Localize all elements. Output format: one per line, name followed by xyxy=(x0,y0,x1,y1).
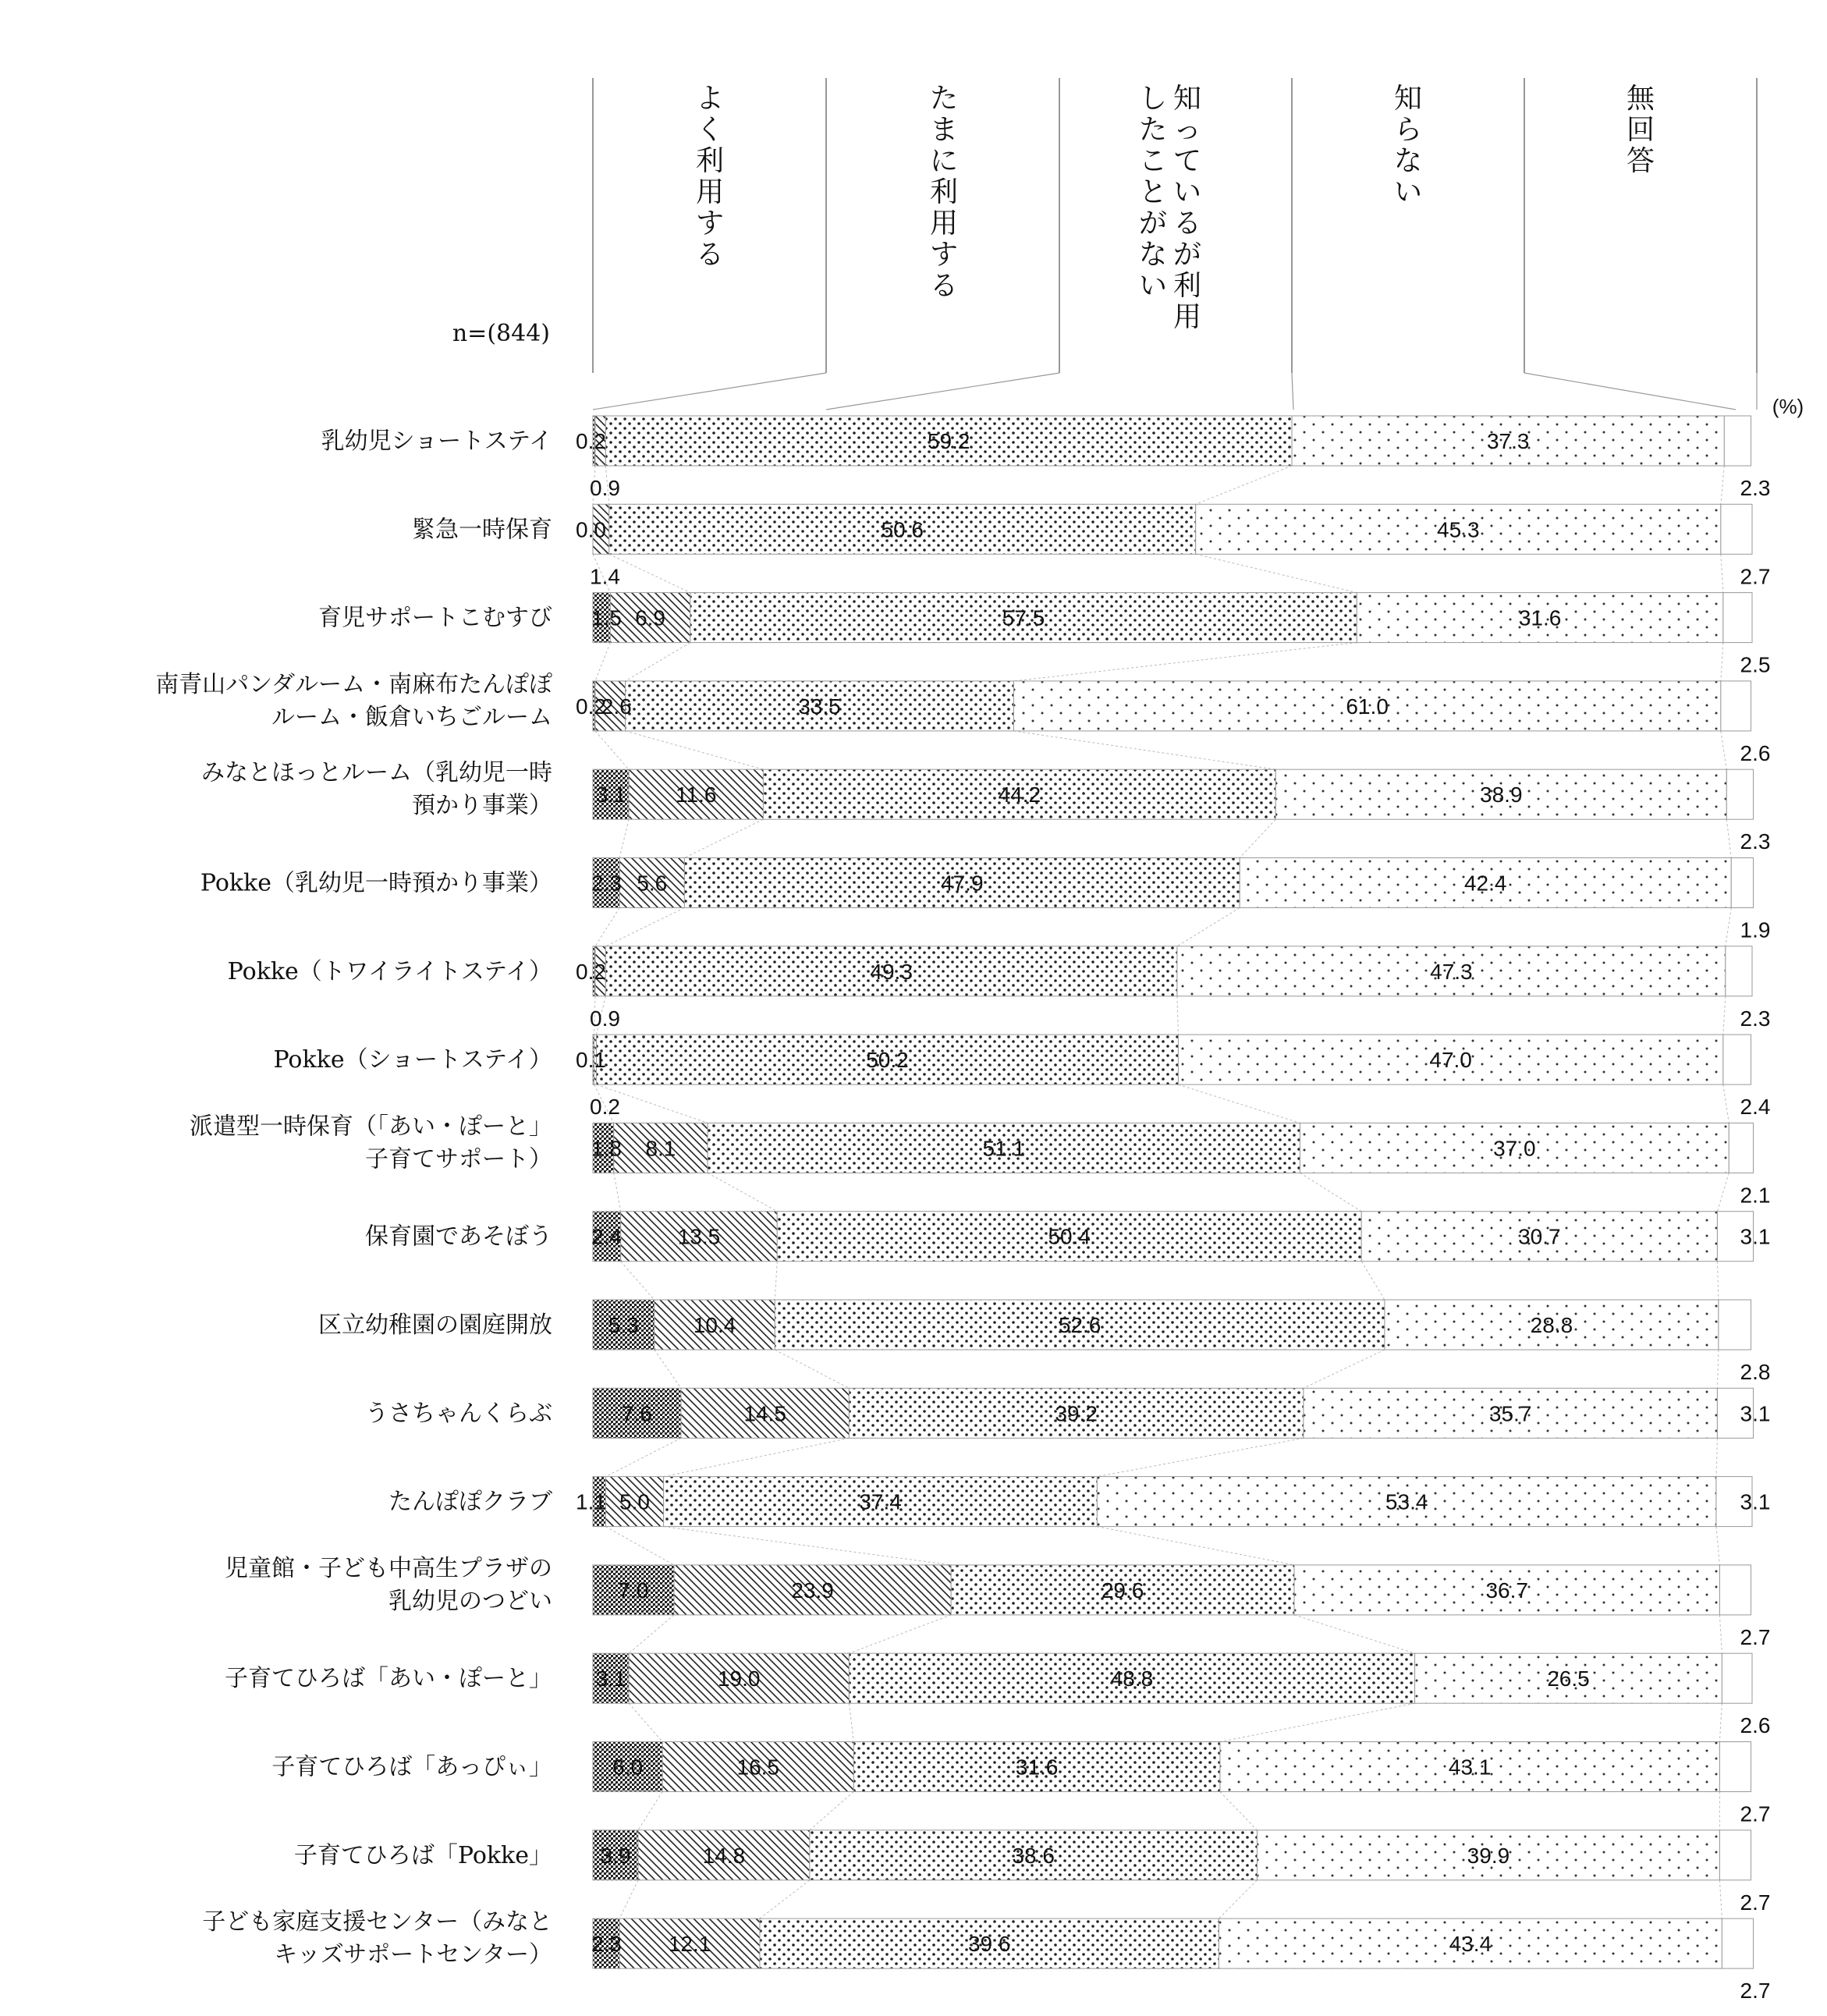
data-label: 2.3 xyxy=(1740,829,1771,854)
bar-row xyxy=(593,1477,1752,1527)
legend-label: よく利用する xyxy=(695,83,725,271)
data-label: 47.0 xyxy=(1429,1048,1472,1073)
data-label: 3.9 xyxy=(600,1843,631,1868)
connector-line xyxy=(629,1615,674,1653)
connector-line xyxy=(1178,1084,1300,1123)
connector-line xyxy=(1716,1527,1719,1565)
data-label: 6.0 xyxy=(612,1755,644,1780)
connector-line xyxy=(1726,819,1731,857)
bar-segment xyxy=(1719,1830,1751,1880)
connector-line xyxy=(1177,996,1178,1035)
data-label: 5.0 xyxy=(619,1489,650,1514)
bar-row xyxy=(593,769,1753,819)
bar-row xyxy=(593,416,1751,466)
category-label: たんぽぽクラブ xyxy=(388,1488,552,1516)
connector-line xyxy=(1220,1792,1258,1830)
data-label: 30.7 xyxy=(1518,1224,1561,1249)
data-label: 52.6 xyxy=(1058,1313,1102,1337)
connector-line xyxy=(626,731,764,769)
data-label: 39.2 xyxy=(1055,1401,1098,1426)
category-label: 南青山パンダルーム・南麻布たんぽぽルーム・飯倉いちごルーム xyxy=(155,670,552,731)
connector-line xyxy=(595,643,610,681)
connector-line xyxy=(638,1792,662,1830)
connector-line xyxy=(1717,1173,1729,1211)
bar-segment xyxy=(1731,858,1753,908)
data-label: 37.4 xyxy=(859,1489,902,1514)
data-label: 49.3 xyxy=(870,959,913,984)
sample-size-label: n=(844) xyxy=(452,320,550,347)
data-label: 1.4 xyxy=(590,564,620,589)
connector-line xyxy=(1013,731,1275,769)
data-label: 16.5 xyxy=(736,1755,780,1780)
bar-row xyxy=(593,1212,1753,1262)
bar-segment xyxy=(1723,1035,1751,1084)
legend-pointer xyxy=(593,373,826,410)
connector-line xyxy=(1719,1615,1722,1653)
connector-line xyxy=(619,819,629,857)
category-label: Pokke（トワイライトステイ） xyxy=(227,957,552,985)
connector-line xyxy=(664,1527,952,1565)
bar-row xyxy=(593,1565,1751,1615)
connector-line xyxy=(605,908,684,946)
data-label: 2.7 xyxy=(1740,1890,1771,1915)
connector-line xyxy=(609,554,690,592)
connector-line xyxy=(1721,554,1723,592)
data-label: 7.6 xyxy=(621,1401,652,1426)
data-label: 57.5 xyxy=(1002,605,1045,630)
connector-line xyxy=(1240,819,1275,857)
data-label: 42.4 xyxy=(1463,871,1507,896)
bar-segment xyxy=(1729,1123,1753,1173)
data-label: 3.1 xyxy=(595,1666,626,1691)
legend-label: 知らない xyxy=(1393,83,1423,208)
data-label: 45.3 xyxy=(1437,517,1480,542)
data-label: 2.8 xyxy=(1740,1360,1771,1384)
data-label: 1.8 xyxy=(591,1136,622,1161)
data-label: 2.7 xyxy=(1740,1979,1771,2004)
data-label: 13.5 xyxy=(677,1224,721,1249)
data-label: 37.0 xyxy=(1493,1136,1536,1161)
data-label: 2.6 xyxy=(601,694,632,719)
data-label: 23.9 xyxy=(791,1578,834,1603)
connector-line xyxy=(1196,466,1292,504)
data-label: 48.8 xyxy=(1110,1666,1154,1691)
connector-line xyxy=(605,1438,681,1476)
connector-line xyxy=(810,1792,853,1830)
connector-line xyxy=(760,1880,810,1918)
legend-label: 知っているが利用したことがない xyxy=(1138,83,1202,333)
data-label: 37.3 xyxy=(1486,429,1530,453)
connector-line xyxy=(1097,1438,1304,1476)
data-label: 1.9 xyxy=(1740,917,1771,942)
data-label: 28.8 xyxy=(1530,1313,1573,1337)
connector-line xyxy=(1721,466,1724,504)
data-label: 6.9 xyxy=(635,605,666,630)
category-label: 子育てひろば「あっぴぃ」 xyxy=(271,1753,552,1781)
legend-pointer xyxy=(826,373,1059,410)
data-label: 3.1 xyxy=(595,783,626,807)
connector-line xyxy=(1717,1350,1718,1388)
category-label: 区立幼稚園の園庭開放 xyxy=(318,1311,552,1339)
category-label: 子育てひろば「Pokke」 xyxy=(293,1841,552,1869)
data-label: 12.1 xyxy=(668,1932,711,1957)
data-label: 8.1 xyxy=(645,1136,676,1161)
connector-line xyxy=(684,819,763,857)
connector-line xyxy=(1177,908,1240,946)
data-label: 2.3 xyxy=(591,1932,622,1957)
data-label: 47.9 xyxy=(941,871,984,896)
category-label: 育児サポートこむすび xyxy=(318,604,552,632)
connector-line xyxy=(775,1350,849,1388)
data-label: 2.7 xyxy=(1740,1801,1771,1826)
data-label: 2.3 xyxy=(1740,476,1771,500)
data-label: 0.2 xyxy=(576,429,606,453)
legend-pointer xyxy=(1292,373,1293,410)
connector-line xyxy=(1300,1173,1361,1211)
connector-line xyxy=(1013,643,1357,681)
connector-line xyxy=(1196,554,1357,592)
data-label: 5.3 xyxy=(608,1313,639,1337)
connector-line xyxy=(1723,1084,1729,1123)
connector-line xyxy=(595,731,629,769)
legend-label: たまに利用する xyxy=(929,83,959,302)
connector-line xyxy=(605,1527,674,1565)
connector-line xyxy=(1719,1703,1722,1741)
connector-line xyxy=(619,1880,638,1918)
bar-segment xyxy=(1721,504,1752,554)
connector-line xyxy=(1294,1615,1415,1653)
category-label: Pokke（ショートステイ） xyxy=(273,1046,552,1074)
category-label: 子育てひろば「あい・ぽーと」 xyxy=(225,1665,552,1693)
data-label: 2.4 xyxy=(1740,1095,1771,1120)
bar-row xyxy=(593,858,1753,908)
category-label: うさちゃんくらぶ xyxy=(365,1400,552,1428)
data-label: 0.0 xyxy=(576,517,606,542)
connector-line xyxy=(1220,1703,1415,1741)
data-label: 31.6 xyxy=(1015,1755,1059,1780)
bar-segment xyxy=(1719,1565,1751,1615)
data-label: 2.1 xyxy=(1740,1183,1771,1208)
connector-line xyxy=(1361,1262,1385,1300)
bar-row xyxy=(593,1123,1753,1173)
connector-line xyxy=(1219,1880,1257,1918)
legend-label: 無回答 xyxy=(1626,83,1655,177)
bar-row xyxy=(593,1300,1751,1350)
connector-line xyxy=(1726,908,1731,946)
data-label: 0.2 xyxy=(576,694,606,719)
data-label: 3.1 xyxy=(1740,1224,1771,1249)
data-label: 53.4 xyxy=(1385,1489,1428,1514)
connector-line xyxy=(1721,643,1723,681)
connector-line xyxy=(708,1173,777,1211)
bar-segment xyxy=(1719,1742,1751,1792)
category-label: 児童館・子ども中高生プラザの乳幼児のつどい xyxy=(225,1554,552,1615)
data-label: 2.3 xyxy=(1740,1006,1771,1031)
data-label: 59.2 xyxy=(927,429,970,453)
data-label: 29.6 xyxy=(1101,1578,1144,1603)
bar-segment xyxy=(1722,1918,1753,1968)
data-label: 10.4 xyxy=(693,1313,736,1337)
data-label: 14.5 xyxy=(743,1401,786,1426)
bar-row xyxy=(593,593,1752,643)
data-label: 5.6 xyxy=(637,871,668,896)
data-label: 38.6 xyxy=(1012,1843,1055,1868)
data-label: 2.5 xyxy=(1740,652,1771,677)
category-label: Pokke（乳幼児一時預かり事業） xyxy=(200,869,552,897)
connector-line xyxy=(1097,1527,1294,1565)
connector-line xyxy=(1716,1438,1717,1476)
bar-segment xyxy=(1721,681,1751,731)
data-label: 39.9 xyxy=(1467,1843,1510,1868)
bar-row xyxy=(593,504,1752,554)
data-label: 39.6 xyxy=(967,1932,1011,1957)
data-label: 38.9 xyxy=(1480,783,1523,807)
connector-line xyxy=(614,1173,621,1211)
bar-segment xyxy=(1726,946,1752,996)
connector-line xyxy=(629,1703,662,1741)
data-label: 47.3 xyxy=(1430,959,1473,984)
data-label: 3.1 xyxy=(1740,1489,1771,1514)
connector-line xyxy=(1719,1880,1722,1918)
category-label: 派遣型一時保育（「あい・ぽーと」子育てサポート） xyxy=(190,1113,552,1173)
data-label: 1.1 xyxy=(576,1489,606,1514)
data-label: 0.2 xyxy=(576,959,606,984)
category-label: 保育園であそぼう xyxy=(365,1223,552,1251)
bar-row xyxy=(593,681,1751,731)
connector-line xyxy=(621,1262,655,1300)
data-label: 26.5 xyxy=(1547,1666,1590,1691)
data-label: 11.6 xyxy=(676,783,717,807)
data-label: 36.7 xyxy=(1485,1578,1528,1603)
data-label: 2.6 xyxy=(1740,1713,1771,1738)
bar-row xyxy=(593,1830,1751,1880)
connector-line xyxy=(626,643,690,681)
data-label: 43.4 xyxy=(1449,1932,1492,1957)
data-label: 50.4 xyxy=(1048,1224,1091,1249)
bar-row xyxy=(593,946,1752,996)
data-label: 44.2 xyxy=(998,783,1041,807)
data-label: 0.1 xyxy=(576,1048,606,1073)
connector-line xyxy=(664,1438,850,1476)
connector-line xyxy=(849,1703,853,1741)
connector-line xyxy=(1721,731,1726,769)
data-label: 2.7 xyxy=(1740,1624,1771,1649)
data-label: 50.2 xyxy=(866,1048,909,1073)
legend-pointer xyxy=(1524,373,1736,410)
data-label: 2.7 xyxy=(1740,564,1771,589)
data-label: 14.8 xyxy=(702,1843,746,1868)
data-label: 0.9 xyxy=(590,476,620,500)
data-label: 19.0 xyxy=(717,1666,761,1691)
bar-row xyxy=(593,1918,1753,1968)
bar-row xyxy=(593,1035,1751,1084)
data-label: 3.1 xyxy=(1740,1401,1771,1426)
data-label: 31.6 xyxy=(1518,605,1562,630)
bar-segment xyxy=(1722,1653,1752,1703)
data-label: 0.9 xyxy=(590,1006,620,1031)
data-label: 2.3 xyxy=(591,871,622,896)
bar-segment xyxy=(1723,593,1752,643)
data-label: 7.0 xyxy=(618,1578,649,1603)
connector-line xyxy=(775,1262,777,1300)
data-label: 43.1 xyxy=(1448,1755,1492,1780)
data-label: 33.5 xyxy=(798,694,841,719)
data-label: 35.7 xyxy=(1488,1401,1532,1426)
connector-line xyxy=(849,1615,951,1653)
connector-line xyxy=(1723,996,1726,1035)
data-label: 0.2 xyxy=(590,1095,620,1120)
connector-line xyxy=(595,908,619,946)
bar-segment xyxy=(1719,1300,1751,1350)
category-label: 乳幼児ショートステイ xyxy=(321,428,552,455)
connector-line xyxy=(1717,1262,1718,1300)
data-label: 61.0 xyxy=(1346,694,1389,719)
data-label: 1.5 xyxy=(591,605,622,630)
unit-label: (%) xyxy=(1772,395,1804,418)
category-label: みなとほっとルーム（乳幼児一時預かり事業） xyxy=(201,759,552,820)
data-label: 2.6 xyxy=(1740,740,1771,765)
connector-line xyxy=(655,1350,681,1388)
category-label: 緊急一時保育 xyxy=(412,516,552,544)
data-label: 51.1 xyxy=(982,1136,1026,1161)
data-label: 50.6 xyxy=(881,517,924,542)
bar-segment xyxy=(1724,416,1751,466)
bar-segment xyxy=(1726,769,1753,819)
category-label: 子ども家庭支援センター（みなとキッズサポートセンター） xyxy=(202,1908,552,1969)
connector-line xyxy=(1304,1350,1385,1388)
data-label: 2.4 xyxy=(591,1224,622,1249)
